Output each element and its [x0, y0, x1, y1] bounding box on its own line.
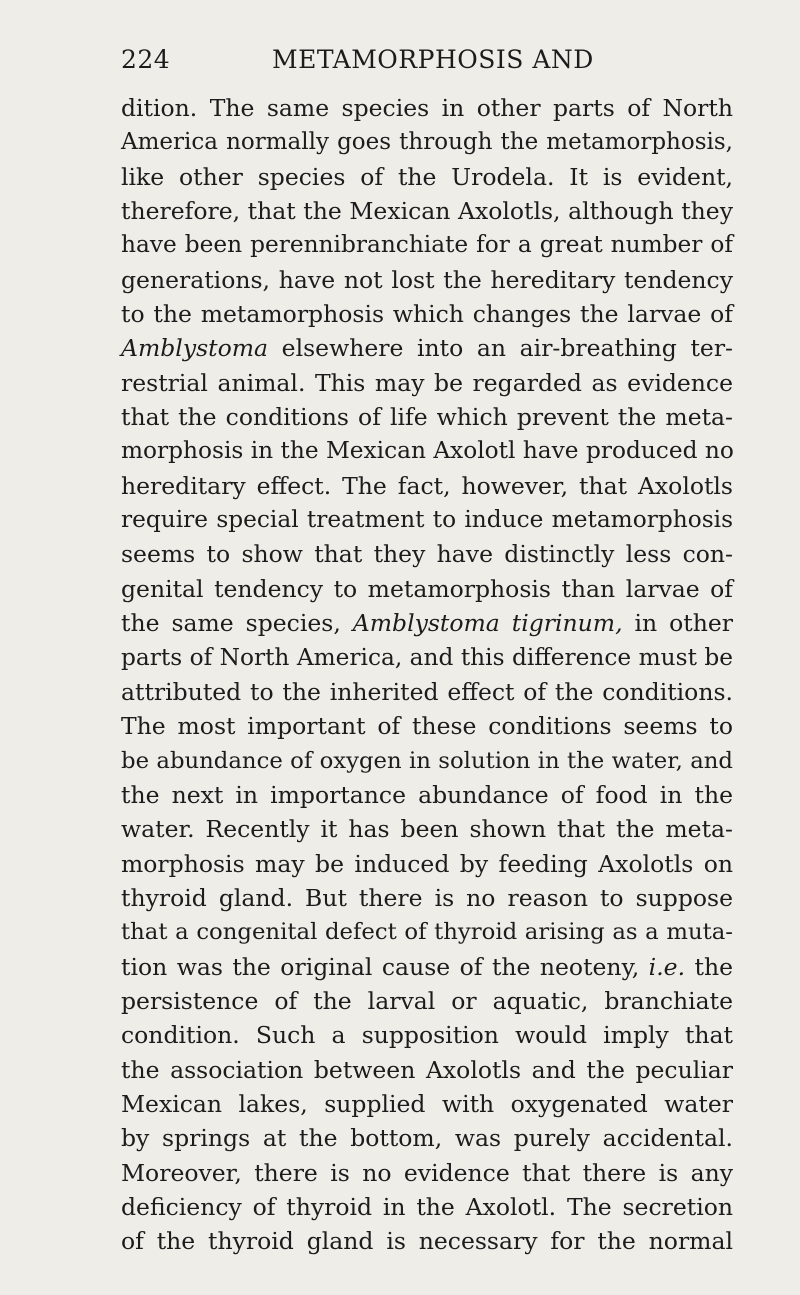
text-segment: thyroid gland. But there is no reason to suppose — [121, 883, 733, 912]
text-line — [121, 331, 733, 365]
text-line — [121, 91, 733, 125]
text-segment: seems to show that they have distinctly less con- — [121, 540, 733, 569]
text-line — [121, 160, 733, 194]
text-segment: water. Recently it has been shown that the meta- — [121, 815, 733, 844]
text-segment: in other — [622, 609, 733, 638]
text-line — [121, 434, 733, 468]
body-text — [121, 91, 733, 1259]
text-line — [121, 194, 733, 228]
text-line — [121, 228, 733, 262]
running-head — [121, 42, 699, 78]
text-segment: elsewhere into an air-breathing ter- — [268, 334, 733, 363]
text-segment: require special treatment to induce metamorphosis — [121, 506, 733, 534]
text-line — [121, 950, 733, 984]
text-segment: have been perennibranchiate for a great number of — [121, 231, 733, 259]
text-line — [121, 778, 733, 812]
text-segment: by springs at the bottom, was purely accidental. — [121, 1124, 733, 1153]
text-segment: deficiency of thyroid in the Axolotl. The secretion — [121, 1193, 733, 1221]
text-segment: Mexican lakes, supplied with oxygenated water — [121, 1089, 733, 1118]
text-segment: to the metamorphosis which changes the larvae of — [121, 300, 733, 329]
text-segment: the same species, — [121, 609, 353, 638]
text-segment: be abundance of oxygen in solution in the water, and — [121, 747, 733, 774]
text-line — [121, 915, 733, 949]
text-line — [121, 469, 733, 503]
text-line — [121, 1224, 733, 1258]
text-line — [121, 709, 733, 743]
text-line — [121, 297, 733, 331]
text-line — [121, 125, 733, 159]
text-line — [121, 984, 733, 1018]
text-segment: condition. Such a supposition would imply that — [121, 1021, 733, 1050]
text-segment: of the thyroid gland is necessary for the normal — [121, 1227, 733, 1256]
page-number: 224 — [121, 45, 171, 74]
text-line — [121, 1156, 733, 1190]
text-line — [121, 1190, 733, 1224]
text-segment: Moreover, there is no evidence that there is any — [121, 1158, 733, 1187]
text-line — [121, 503, 733, 537]
running-title: METAMORPHOSIS AND — [272, 45, 594, 74]
text-segment: the — [685, 952, 733, 981]
text-line — [121, 812, 733, 846]
text-segment: hereditary effect. The fact, however, that Axolotls — [121, 471, 733, 500]
text-line — [121, 572, 733, 606]
text-segment: morphosis in the Mexican Axolotl have produced no — [121, 437, 734, 465]
text-segment: the association between Axolotls and the peculiar — [121, 1055, 733, 1084]
text-segment: dition. The same species in other parts of North — [121, 94, 733, 122]
text-segment: genital tendency to metamorphosis than larvae of — [121, 574, 733, 603]
italic-term: Amblystoma tigrinum, — [352, 609, 623, 638]
text-segment: like other species of the Urodela. It is evident, — [121, 162, 733, 191]
text-segment: morphosis may be induced by feeding Axolotls on — [121, 849, 733, 878]
text-line — [121, 675, 733, 709]
text-line — [121, 641, 733, 675]
italic-term: i.e. — [648, 952, 686, 981]
text-segment: the next in importance abundance of food in the — [121, 780, 733, 809]
text-segment: parts of North America, and this difference must be — [121, 643, 733, 671]
text-segment: that the conditions of life which prevent the meta- — [121, 403, 733, 432]
text-segment: America normally goes through the metamorphosis, — [121, 129, 733, 156]
text-line — [121, 263, 733, 297]
text-segment: generations, have not lost the hereditary tendency — [121, 265, 733, 294]
text-line — [121, 1053, 733, 1087]
text-line — [121, 366, 733, 400]
text-line — [121, 1018, 733, 1052]
text-line — [121, 744, 733, 778]
text-segment: therefore, that the Mexican Axolotls, although they — [121, 197, 733, 226]
text-line — [121, 606, 733, 640]
text-line — [121, 400, 733, 434]
text-line — [121, 1087, 733, 1121]
text-segment: persistence of the larval or aquatic, branchiate — [121, 986, 733, 1015]
text-segment: The most important of these conditions seems to — [121, 712, 733, 741]
text-segment: tion was the original cause of the neoteny, — [121, 952, 649, 981]
text-line — [121, 537, 733, 571]
text-line — [121, 881, 733, 915]
text-line — [121, 847, 733, 881]
text-line — [121, 1121, 733, 1155]
text-segment: that a congenital defect of thyroid arising as a muta- — [121, 919, 733, 946]
text-segment: attributed to the inherited effect of the conditions. — [121, 677, 733, 706]
italic-term: Amblystoma — [121, 334, 269, 363]
text-segment: restrial animal. This may be regarded as evidence — [121, 368, 733, 397]
